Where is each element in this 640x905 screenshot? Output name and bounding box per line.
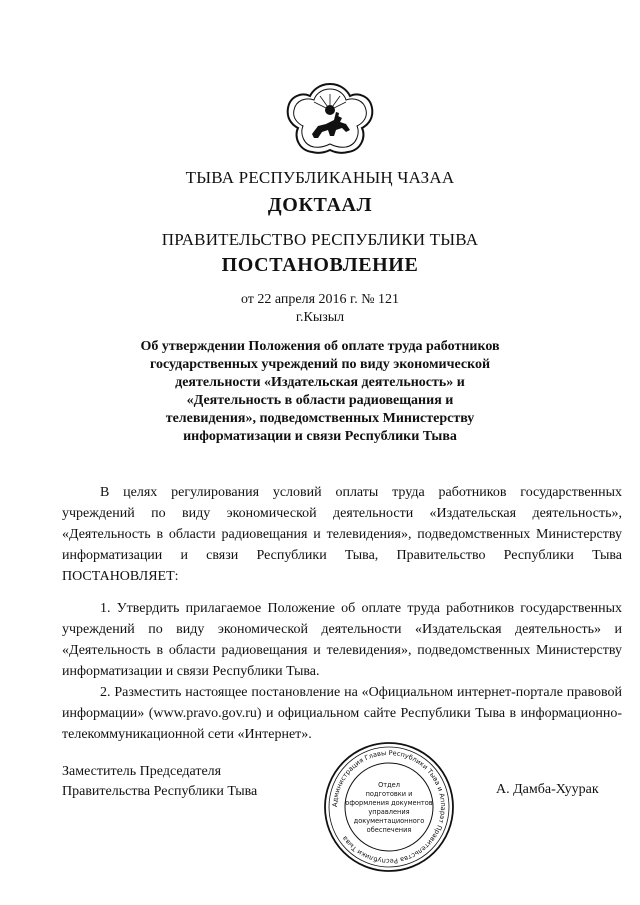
clause-1-paragraph: 1. Утвердить прилагаемое Положение об оплате труда работников государственных учреждений по виду экономической деятельности «Издательская деятельность» и «Деятельность в области радиовещания и телевидения», подведомственных Министерству информатизации и связи Республики Тыва.	[62, 601, 622, 679]
coat-of-arms-emblem	[284, 80, 376, 158]
signatory-title	[62, 762, 257, 802]
signatory-title-line: Заместитель Председателя	[62, 764, 222, 779]
signatory-title-line: Правительства Республики Тыва	[62, 784, 258, 799]
subject-line: государственных учреждений по виду экономической	[149, 357, 491, 372]
city: г.Кызыл	[295, 310, 345, 325]
seal-center-line: управления	[368, 808, 410, 816]
seal-center-line: оформления документов	[345, 799, 433, 807]
date-number: от 22 апреля 2016 г. № 121	[240, 292, 400, 307]
subject-line: деятельности «Издательская деятельность» и	[175, 375, 465, 390]
seal-center-line: документационного	[353, 817, 425, 825]
official-seal	[322, 740, 456, 874]
signatory-name: А. Дамба-Хуурак	[496, 782, 599, 797]
seal-ring-text: Администрация Главы Республики Тыва и Аппарат Правительства Республики Тыва	[330, 748, 448, 866]
preamble-paragraph: В целях регулирования условий оплаты труда работников государственных учреждений по виду экономической деятельности «Издательская деятельность», «Деятельность в области радиовещания и телевидения», подведомственных Министерству информатизации и связи Республики Тыва, Правительство Республики Тыва ПОСТАНОВЛЯЕТ:	[62, 485, 622, 584]
subject-line: «Деятельность в области радиовещания и	[186, 393, 454, 408]
seal-center-line: Отдел	[378, 781, 400, 789]
org-title-russian: ПРАВИТЕЛЬСТВО РЕСПУБЛИКИ ТЫВА	[161, 230, 479, 249]
seal-center-line: обеспечения	[366, 826, 412, 834]
doc-type-tuvan: ДОКТААЛ	[267, 194, 373, 216]
doc-type-russian: ПОСТАНОВЛЕНИЕ	[221, 254, 419, 276]
document-subject	[120, 338, 520, 446]
clause-2-paragraph: 2. Разместить настоящее постановление на «Официальном интернет-портале правовой информации» (www.pravo.gov.ru) и официальном сайте Республики Тыва в информационно-телекоммуникационной сети «Интернет».	[62, 685, 622, 742]
seal-center-line: подготовки и	[365, 790, 413, 798]
subject-line: телевидения», подведомственных Министерству	[165, 411, 475, 426]
subject-line: Об утверждении Положения об оплате труда работников	[140, 339, 500, 354]
subject-line: информатизации и связи Республики Тыва	[183, 429, 457, 444]
org-title-tuvan: ТЫВА РЕСПУБЛИКАНЫҢ ЧАЗАА	[185, 168, 455, 187]
